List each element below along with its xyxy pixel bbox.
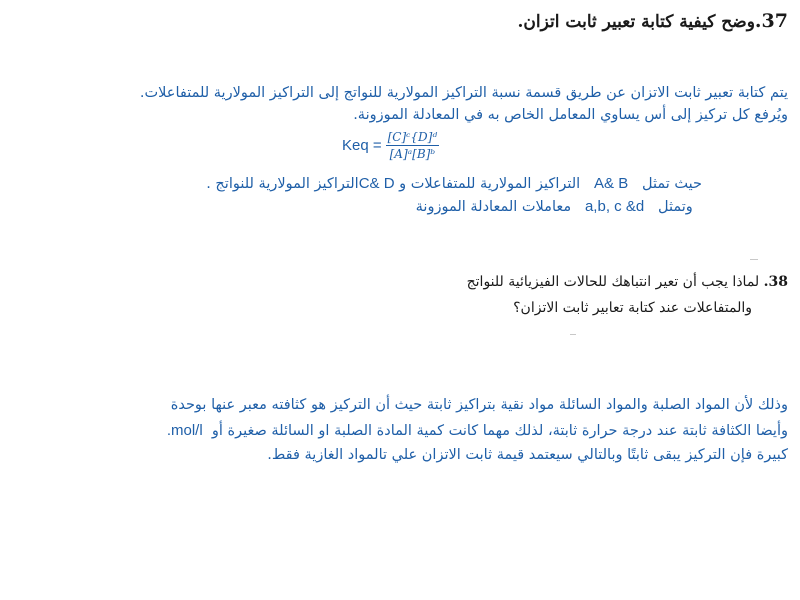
line-3-middle: التراكيز المولارية للمتفاعلات و [399,176,581,192]
formula-numerator: [C]ᶜ{D]ᵈ [387,130,438,144]
question-37-number: 37. [754,10,788,32]
answer-37-line-4 [206,195,702,218]
line-4-prefix: وتمثل [658,199,693,216]
question-38-line-1 [467,270,788,296]
answer-38-line-1: وذلك لأن المواد الصلبة والمواد السائلة مواد نقية بتراكيز ثابتة حيث أن التركيز هو كثافته معبر عنها بوحدة [170,397,788,413]
answer-37-line-1: يتم كتابة تعبير ثابت الاتزان عن طريق قسمة نسبة التراكيز المولارية للنواتج إلى التراكيز المولارية للمتفاعلات. [139,85,788,101]
answer-37-line-2: ويُرفع كل تركيز إلى أس يساوي المعامل الخاص به في المعادلة الموزونة. [353,107,788,124]
formula-lhs: Keq = [342,137,382,154]
answer-38-line-2 [8,418,788,444]
line-4-coefficients: a,b, c &d [584,198,645,216]
answer-37-line-3 [206,172,702,195]
line-3-reactants: A& B [594,175,629,192]
question-37-text: وضح كيفية كتابة تعبير ثابت اتزان. [517,12,755,32]
answer-38-text [8,393,788,468]
question-38-line-1-text: لماذا يجب أن تعير انتباهك للحالات الفيزيائية للنواتج [466,274,760,290]
answer-37-definitions [206,172,702,219]
answer-38-unit: mol/l. [166,421,203,439]
answer-38-line-2-arabic: وأيضا الكثافة ثابتة عند درجة حرارة ثابتة، لذلك مهما كانت كمية المادة الصلبة او السائلة صغيرة أو [211,422,788,439]
answer-37-text [140,82,788,127]
question-37-heading [518,10,788,32]
question-38-line-2: والمتفاعلات عند كتابة تعابير ثابت الاتزان؟ [513,299,752,316]
scan-mark [750,259,758,260]
question-38-heading [467,270,788,322]
line-3-suffix: التراكيز المولارية للنواتج . [206,176,359,192]
scan-mark [570,334,576,335]
formula-fraction [386,130,440,161]
answer-38-line-3: كبيرة فإن التركيز يبقى ثابتًا وبالتالي سيعتمد قيمة ثابت الاتزان علي تالمواد الغازية فقط. [267,447,788,464]
line-3-prefix: حيث تمثل [642,176,702,192]
line-4-suffix: معاملات المعادلة الموزونة [415,199,572,216]
equilibrium-constant-formula [342,130,439,161]
formula-denominator: [A]ᵃ[B]ᵇ [389,147,436,161]
question-38-number: 38. [763,274,788,290]
line-3-products: C& D [358,175,395,192]
